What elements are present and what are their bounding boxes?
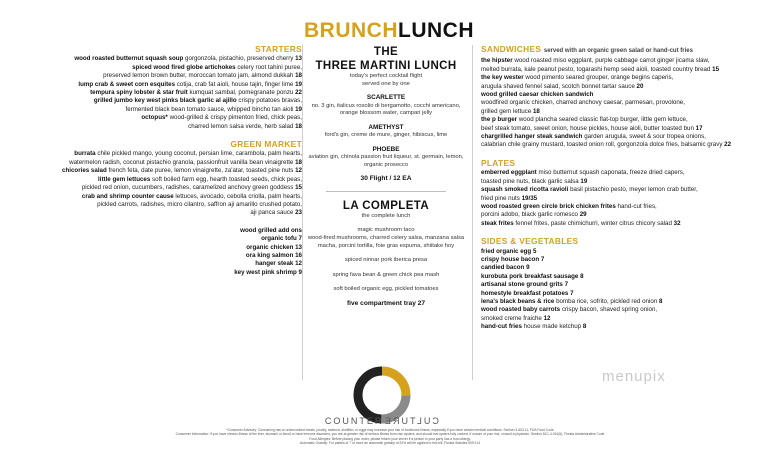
la-completa-sub: the complete lunch [361, 212, 411, 219]
menu-item [481, 57, 771, 65]
item-desc: charred lemon salsa verde, herb salad [188, 122, 294, 130]
item-price: 8 [658, 297, 663, 305]
menu-item [18, 123, 302, 131]
menu-item [481, 273, 771, 281]
item-price: 7 [570, 289, 574, 297]
la-completa-item: spring fava bean & green chick pea mash [332, 271, 440, 278]
menu-item [481, 125, 771, 133]
item-price: 18 [532, 107, 540, 115]
sandwiches-heading: SANDWICHES served with an organic green salad or hand-cut fries [481, 44, 693, 54]
menu-item [18, 252, 302, 260]
menu-item [18, 89, 302, 97]
item-name: crispy house bacon [481, 255, 540, 263]
item-price: 7 [540, 255, 545, 263]
menu-item [18, 244, 302, 252]
menu-item [481, 116, 771, 124]
menu-item [481, 306, 771, 314]
item-name: chicories salad [62, 167, 107, 175]
menu-item [481, 74, 771, 82]
item-name: tempura spiny lobster & star fruit [90, 89, 188, 97]
menu-item [481, 99, 771, 107]
menu-item [18, 269, 302, 277]
menu-item [481, 256, 771, 264]
item-price: 9 [526, 264, 530, 272]
item-desc: smoked creme fraiche [481, 314, 542, 322]
drink-desc: ford's gin, creme de mure, ginger, hibiscus, lime [324, 132, 448, 139]
item-name: squash smoked ricotta ravioli [481, 186, 569, 194]
menu-item [481, 220, 771, 228]
item-desc: fried pine nuts [481, 194, 520, 202]
item-desc: aji panca sauce [250, 209, 294, 217]
footer-disclaimer: *Consumer Advisory: Consuming raw or undercooked meats, poultry, seafood, shellfish, or eggs may increase your risk of foodborne illness, especially if you have certain medical conditions. Section 3-603.11, FDA Food Code Consumer Information: If you have chronic illness of the liver, stomach or blood or have immune disorders, you are at greater risk of serious illness from raw oysters, and should eat oysters fully cooked. If unsure of your risk, consult a physician. Section 61C-4.010(6), Florida Administrative Code Food Allergies: Before placing your order, please inform your server if a person in your party has a food allergy. Automatic Gratuity: For parties of 7 or more an automatic gratuity of 20% will be applied to this bill. Florida Statutes 509.214 [175, 428, 605, 446]
item-desc: wood-grilled & crispy pimenton fried, chick peas, [169, 114, 302, 122]
menu-item [18, 260, 302, 268]
item-name: steak frites [481, 219, 514, 227]
item-price: 17 [695, 124, 703, 132]
item-desc: crispy potatoes bravas, [238, 97, 302, 105]
menu-item [18, 167, 302, 175]
menu-item [481, 323, 771, 331]
addons-heading: wood grilled add ons [240, 226, 302, 234]
item-price: 19 [580, 177, 588, 185]
item-desc: soft boiled farm egg, hearth toasted seeds, chick peas, [152, 175, 302, 183]
starters-heading: STARTERS [255, 44, 302, 54]
menu-item [481, 290, 771, 298]
item-name: wood roasted green circle brick chicken frites [481, 202, 616, 210]
item-price: 22 [295, 89, 302, 97]
item-price: 18 [295, 72, 302, 80]
item-name: spiced wood fired globe artichokes [132, 63, 236, 71]
item-price: 29 [579, 211, 587, 219]
item-desc: grilled gem lettuce [481, 107, 532, 115]
menu-item [18, 184, 302, 192]
plates-heading: PLATES [481, 157, 516, 168]
sides-heading: SIDES & VEGETABLES [481, 236, 579, 247]
menu-item [481, 248, 771, 256]
drink-name: AMETHYST [368, 123, 404, 131]
la-completa-item: spiced ninnar pork iberica presa [344, 257, 428, 264]
la-completa-list [306, 227, 466, 294]
item-name: chargrilled hanger steak sandwich [481, 133, 583, 141]
item-desc: pickled carrots, radishes, micro cilantro, saffron aji amarillo crushed potato, [97, 200, 302, 208]
menu-item [18, 159, 302, 167]
item-desc: french feta, date puree, lemon vinaigrette, za'atar, toasted pine nuts [108, 167, 294, 175]
item-price: 5 [532, 247, 537, 255]
item-name: emberred eggplant [481, 169, 537, 177]
menu-item [481, 281, 771, 289]
item-name: hanger steak [255, 260, 294, 268]
item-desc: celery root tahini puree, [237, 63, 302, 71]
item-desc: porcini adobo, black garlic romesco [481, 211, 578, 219]
item-price: 9 [298, 268, 302, 276]
item-desc: watermelon radish, coconut pistachio granola, passionfruit vanilla bean vinaigrette [69, 158, 294, 166]
item-name: candied bacon [481, 264, 525, 272]
la-completa-price: five compartment tray 27 [346, 299, 426, 307]
addons-list [18, 235, 302, 277]
menu-item [18, 97, 302, 105]
item-name: artisanal stone ground grits [481, 281, 563, 289]
item-price: 7 [298, 235, 302, 243]
martini-sub2: served one by one [362, 80, 410, 87]
menu-item [18, 150, 302, 158]
menu-item [481, 133, 771, 141]
drink-desc: aviation gin, chinola passion fruit liqueur, st. germain, lemon, organic prosecco [308, 154, 464, 168]
item-desc: woodfired organic chicken, charred anchovy caesar, parmesan, provolone, [481, 99, 685, 107]
menu-item [481, 211, 771, 219]
item-name: ora king salmon [245, 251, 294, 259]
menu-item [481, 195, 771, 203]
la-completa-item: soft boiled organic egg, pickled tomatoes [333, 286, 439, 293]
item-price: 22 [724, 141, 732, 149]
item-name: fried organic egg [481, 247, 532, 255]
martini-sub1: today's perfect cocktail flight [349, 73, 423, 79]
item-price: 19 [295, 105, 302, 113]
menu-item [18, 114, 302, 122]
item-price: 23 [295, 209, 302, 217]
item-desc: beef steak tomato, sweet onion, house pickles, house aioli, butter toasted bun [481, 124, 694, 132]
menu-item [481, 141, 771, 149]
menu-item [481, 203, 771, 211]
drink-name: PHOEBE [372, 145, 400, 153]
item-desc: melted burrata, kale peanut pesto, togarashi hemp seed aioli, toasted country bread [481, 65, 711, 73]
menu-item [18, 193, 302, 201]
divider-left [302, 45, 303, 380]
menu-item [18, 72, 302, 80]
middle-column [306, 45, 466, 308]
item-name: key west pink shrimp [234, 268, 297, 276]
watermark: menupix [602, 368, 666, 385]
martini-title-line2: THREE MARTINI LUNCH [315, 60, 457, 72]
menu-item [18, 176, 302, 184]
item-name: lena's black beans & rice [481, 297, 555, 305]
item-name: the key wester [481, 74, 524, 82]
item-desc: arugula shaved fennel salad, scotch bonnet tartar sauce [481, 82, 635, 90]
item-desc: pickled red onion, cucumbers, radishes, caramelized anchovy green goddess [81, 184, 294, 192]
menu-item [18, 81, 302, 89]
item-desc: bomba rice, sofrito, pickled red onion [556, 297, 658, 305]
menu-item [18, 106, 302, 114]
item-desc: lettuces, avocado, cebolla criolla, palm hearts, [175, 192, 302, 200]
item-price: 20 [636, 82, 644, 90]
item-price: 7 [564, 281, 569, 289]
sandwiches-list [481, 57, 771, 149]
item-desc: hand-cut fries, [617, 202, 657, 210]
menu-title: BRUNCHLUNCH [304, 19, 474, 42]
menu-item [481, 169, 771, 177]
item-desc: fennel frites, paste chimichurri, winter citrus chicory salad [515, 219, 672, 227]
item-desc: toasted pine nuts, black garlic salsa [481, 177, 579, 185]
item-name: the p burger [481, 116, 518, 124]
menu-item [481, 178, 771, 186]
divider-right [472, 45, 473, 380]
menu-item [481, 298, 771, 306]
menu-item [481, 108, 771, 116]
item-desc: garden arugula, sweet & sour tropea onions, [584, 133, 706, 141]
menu-item [481, 91, 771, 99]
menu-item [481, 83, 771, 91]
item-price: 8 [582, 323, 587, 331]
menu-item [18, 209, 302, 217]
drink-desc: no. 3 gin, italicus rosolio di bergamotto, cocchi americano, orange blossom water, campari jelly [311, 102, 461, 117]
item-name: organic tofu [261, 235, 297, 243]
item-desc: wood plancha seared classic flat-top burger, little gem lettuce, [518, 116, 688, 124]
item-name: crab and shrimp counter cause [81, 192, 174, 200]
item-price: 19/35 [521, 194, 538, 202]
menu-item [481, 186, 771, 194]
item-name: wood grilled caesar chicken sandwich [481, 91, 594, 99]
item-name: homestyle breakfast potatoes [481, 289, 569, 297]
item-desc: basil pistachio pesto, meyer lemon crab butter, [570, 186, 698, 194]
item-price: 12 [295, 260, 302, 268]
right-column [481, 45, 771, 332]
left-column [18, 45, 302, 277]
item-desc: kumquat sambal, pomegranate ponzu [189, 89, 294, 97]
item-price: 15 [295, 184, 302, 192]
item-price: 18 [295, 158, 302, 166]
item-desc: miso butternut squash caponata, freeze dried capers, [538, 169, 685, 177]
item-price: 16 [295, 251, 302, 259]
item-name: organic chicken [246, 243, 294, 251]
item-desc: gorgonzola, pistachio, preserved cherry [185, 55, 294, 63]
martini-price: 30 Flight / 12 EA [360, 175, 412, 183]
item-name: kurobuta pork breakfast sausage [481, 272, 579, 280]
drinks-list [306, 94, 466, 169]
item-name: burrata [74, 150, 96, 158]
item-price: 18 [295, 122, 302, 130]
item-price: 12 [543, 314, 551, 322]
martini-title-line1: THE [373, 46, 399, 58]
menu-item [481, 315, 771, 323]
green-market-heading: GREEN MARKET [230, 139, 302, 150]
item-price: 12 [295, 167, 302, 175]
item-desc: crispy bacon, shaved spring onion, [561, 306, 658, 314]
item-desc: calabrian chile grainy mustard, toasted onion roll, gorgonzola dolce fries, balsamic gravy [481, 141, 723, 149]
menu-item [18, 235, 302, 243]
plates-list [481, 169, 771, 228]
item-desc: house made ketchup [523, 323, 582, 331]
item-name: lump crab & sweet corn esquites [78, 80, 176, 88]
green-market-list [18, 150, 302, 217]
starters-list [18, 55, 302, 131]
item-price: 13 [295, 243, 302, 251]
menu-item [18, 55, 302, 63]
item-name: the hipster [481, 57, 513, 65]
la-completa-item: magic mushroom taco wood-fired mushrooms, charred celery salsa, manzana salsa macha, porcini tortilla, foie gras espuma, shiitake hoy [307, 227, 465, 249]
menu-item [481, 264, 771, 272]
menu-item [481, 66, 771, 74]
item-desc: cotija, crab fat aioli, house tajin, finger lime [176, 80, 294, 88]
item-price: 13 [295, 55, 302, 63]
item-price: 32 [673, 219, 681, 227]
menu-item [18, 201, 302, 209]
item-price: 15 [712, 65, 720, 73]
sides-list [481, 248, 771, 332]
item-price: 8 [580, 272, 584, 280]
drink-name: SCARLETTE [366, 94, 406, 102]
la-completa-title: LA COMPLETA [342, 199, 430, 212]
item-name: wood roasted baby carrots [481, 306, 561, 314]
item-desc: chile pickled mango, young coconut, persian lime, carambola, palm hearts, [97, 150, 302, 158]
item-name: grilled jumbo key west pinks black garlic al ajillo [93, 97, 237, 105]
middle-divider [326, 191, 446, 192]
item-name: little gem lettuces [98, 175, 151, 183]
item-price: 19 [295, 80, 302, 88]
item-name: octopus* [141, 114, 168, 122]
item-name: wood roasted butternut squash soup [74, 55, 184, 63]
item-desc: preserved lemon brown butter, moroccan tomato jam, almond dukkah [103, 72, 294, 80]
item-desc: wood roasted miso eggplant, purple cabbage carrot ginger jicama slaw, [514, 57, 710, 65]
item-desc: wood pimento seared grouper, orange begins caperis, [525, 74, 674, 82]
item-name: hand-cut fries [481, 323, 522, 331]
item-desc: fermented black bean tomato sauce, whipped bincho tan aioli [125, 105, 294, 113]
menu-item [18, 64, 302, 72]
brand-name: COUNTERCULTURE [324, 416, 440, 426]
